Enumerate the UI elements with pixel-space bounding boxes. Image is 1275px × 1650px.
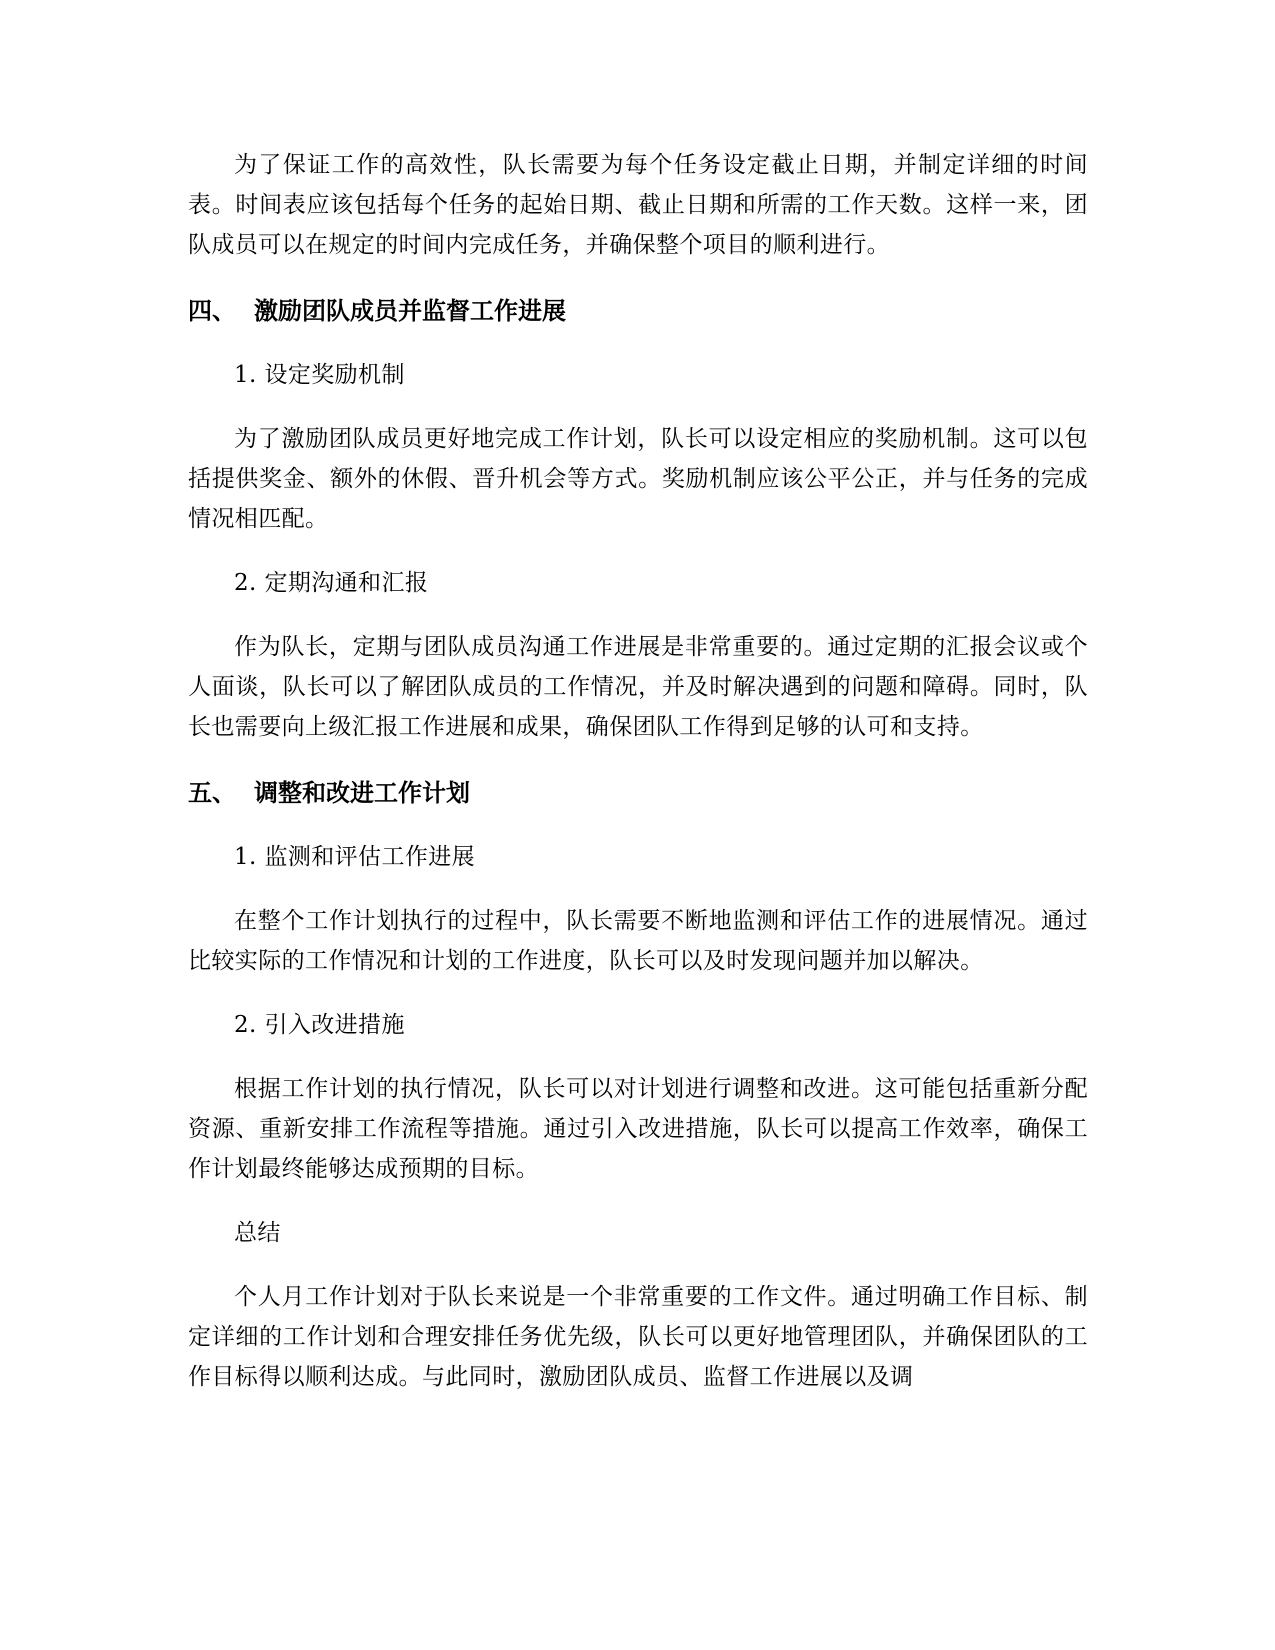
subheading-regular-communication: 2. 定期沟通和汇报 (234, 570, 429, 596)
document-page (188, 145, 1088, 1397)
section-number: 四、 (188, 297, 236, 325)
paragraph-summary: 个人月工作计划对于队长来说是一个非常重要的工作文件。通过明确工作目标、制定详细的工作计划和合理安排任务优先级，队长可以更好地管理团队，并确保团队的工作目标得以顺利达成。与此同时，激励团队成员、监督工作进展以及调 (188, 1284, 1088, 1390)
section-heading-5 (188, 773, 1088, 813)
paragraph-rewards: 为了激励团队成员更好地完成工作计划，队长可以设定相应的奖励机制。这可以包括提供奖金、额外的休假、晋升机会等方式。奖励机制应该公平公正，并与任务的完成情况相匹配。 (188, 426, 1088, 532)
section-title: 激励团队成员并监督工作进展 (254, 297, 566, 325)
paragraph-deadlines: 为了保证工作的高效性，队长需要为每个任务设定截止日期，并制定详细的时间表。时间表应该包括每个任务的起始日期、截止日期和所需的工作天数。这样一来，团队成员可以在规定的时间内完成任务，并确保整个项目的顺利进行。 (188, 152, 1088, 258)
subheading-monitoring: 1. 监测和评估工作进展 (234, 844, 476, 870)
section-title: 调整和改进工作计划 (254, 779, 470, 807)
section-number: 五、 (188, 779, 236, 807)
subheading-improvement: 2. 引入改进措施 (234, 1012, 405, 1038)
section-heading-4 (188, 291, 1088, 331)
paragraph-monitoring: 在整个工作计划执行的过程中，队长需要不断地监测和评估工作的进展情况。通过比较实际的工作情况和计划的工作进度，队长可以及时发现问题并加以解决。 (188, 908, 1088, 974)
paragraph-communication: 作为队长，定期与团队成员沟通工作进展是非常重要的。通过定期的汇报会议或个人面谈，队长可以了解团队成员的工作情况，并及时解决遇到的问题和障碍。同时，队长也需要向上级汇报工作进展和成果，确保团队工作得到足够的认可和支持。 (188, 634, 1088, 740)
subheading-summary: 总结 (234, 1220, 281, 1246)
paragraph-improvement: 根据工作计划的执行情况，队长可以对计划进行调整和改进。这可能包括重新分配资源、重新安排工作流程等措施。通过引入改进措施，队长可以提高工作效率，确保工作计划最终能够达成预期的目标。 (188, 1076, 1088, 1182)
subheading-reward-mechanism: 1. 设定奖励机制 (234, 362, 405, 388)
